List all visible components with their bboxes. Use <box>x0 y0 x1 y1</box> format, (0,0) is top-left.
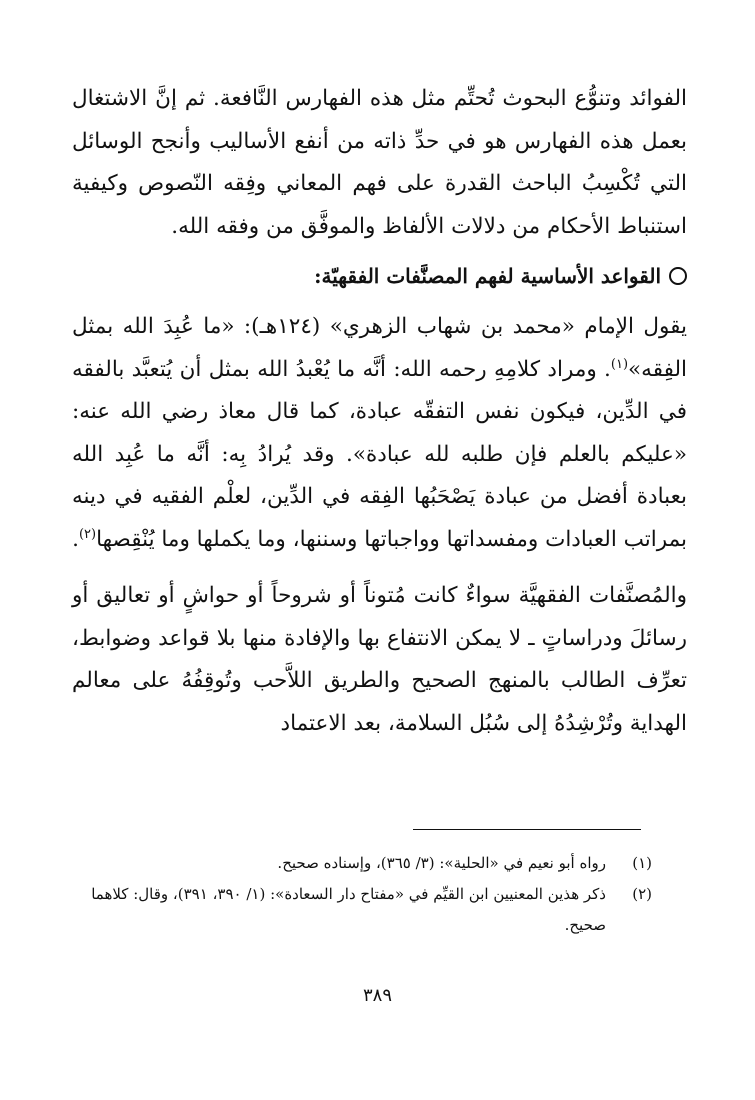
bullet-circle-icon <box>669 267 687 285</box>
footnote-ref-2: (٢) <box>78 526 97 542</box>
footnote-item <box>72 879 652 941</box>
footnote-number: (٢) <box>632 885 652 903</box>
paragraph-2-part-c: . <box>72 526 79 552</box>
page-number: ٣٨٩ <box>362 985 392 1006</box>
footnote-item <box>72 848 652 879</box>
section-heading-text: القواعد الأساسية لفهم المصنَّفات الفقهيّة: <box>314 264 661 288</box>
section-heading <box>72 256 687 296</box>
paragraph-3: والمُصنَّفات الفقهيَّة سواءٌ كانت مُتوناً أو شروحاً أو حواشٍ أو تعاليق أو رسائلَ ودراساتٍ ـ لا يمكن الانتفاع بها والإفادة منها بلا قواعد وضوابط، تعرِّف الطالب بالمنهج الصحيح والطريق اللاَّحب وتُوقِفُهُ على معالم الهداية وتُرْشِدُهُ إلى سُبُل السلامة، بعد الاعتماد <box>72 583 687 736</box>
footnote-number: (١) <box>632 854 652 872</box>
paragraph-2 <box>72 306 687 561</box>
footnote-ref-1: (١) <box>610 356 629 372</box>
paragraph-2-part-b: . ومراد كلامِهِ رحمه الله: أنَّه ما يُعْبدُ الله بمثل أن يُتعبَّد بالفقه في الدِّين، فيكون نفس التفقّه عبادة، كما قال معاذ رضي الله عنه: «عليكم بالعلم فإن طلبه لله عبادة». وقد يُرادُ بِه: أنَّه ما عُبِد الله بعبادة أفضل من عبادة يَصْحَبُها الفِقه في الدِّين، لعلْم الفقيه في دينه بمراتب العبادات ومفسداتها وواجباتها وسننها، وما يكملها وما يُنْقِصها <box>72 356 687 552</box>
footnote-separator <box>413 829 641 830</box>
footnote-text: ذكر هذين المعنيين ابن القيِّم في «مفتاح دار السعادة»: (١/ ٣٩٠، ٣٩١)، وقال: كلاهما صحيح. <box>91 885 606 934</box>
page-body <box>72 78 687 745</box>
paragraph-2-part-a: يقول الإمام «محمد بن شهاب الزهري» (١٢٤هـ): «ما عُبِدَ الله بمثل الفِقه» <box>72 314 688 382</box>
footnotes <box>72 848 652 941</box>
footnote-text: رواه أبو نعيم في «الحلية»: (٣/ ٣٦٥)، وإسناده صحيح. <box>277 854 606 872</box>
paragraph-1: الفوائد وتنوُّع البحوث تُحتِّم مثل هذه الفهارس النَّافعة. ثم إنَّ الاشتغال بعمل هذه الفهارس هو في حدِّ ذاته من أنفع الأساليب وأنجح الوسائل التي تُكْسِبُ الباحث القدرة على فهم المعاني وفِقه النّصوص وكيفية استنباط الأحكام من دلالات الألفاظ والموفَّق من وفقه الله. <box>72 86 687 239</box>
